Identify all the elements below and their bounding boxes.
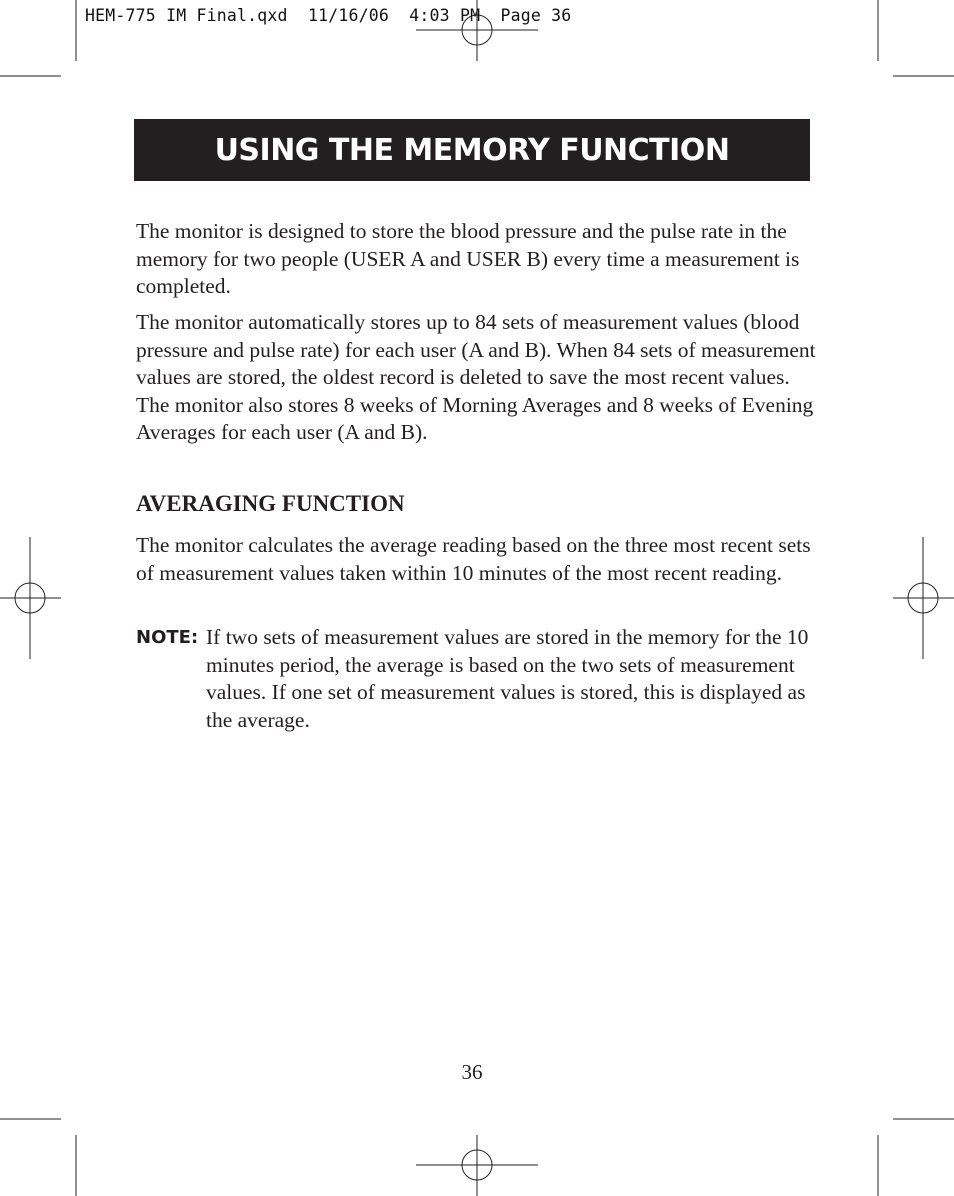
registration-mark-bottom xyxy=(416,1135,538,1196)
page-title: USING THE MEMORY FUNCTION xyxy=(214,132,730,168)
title-banner xyxy=(134,119,810,181)
registration-mark-left xyxy=(0,537,61,659)
storage-paragraph: The monitor automatically stores up to 84 sets of measurement values (blood pressure and pulse rate) for each user (A and B). When 84 sets of measurement values are stored, the oldest record is deleted to save the most recent values. The monitor also stores 8 weeks of Morning Averages and 8 weeks of Evening Averages for each user (A and B). xyxy=(136,310,816,444)
page-number: 36 xyxy=(461,1060,483,1084)
intro-paragraph: The monitor is designed to store the blood pressure and the pulse rate in the memory for two people (USER A and USER B) every time a measurement is completed. xyxy=(136,219,800,298)
print-slug-line: HEM-775 IM Final.qxd 11/16/06 4:03 PM Page 36 xyxy=(85,6,572,25)
registration-mark-right xyxy=(893,537,954,659)
averaging-paragraph: The monitor calculates the average reading based on the three most recent sets of measurement values taken within 10 minutes of the most recent reading. xyxy=(136,533,811,585)
note-label: NOTE: xyxy=(136,627,199,648)
section-heading: AVERAGING FUNCTION xyxy=(136,491,405,516)
note-text: If two sets of measurement values are stored in the memory for the 10 minutes period, the average is based on the two sets of measurement values. If one set of measurement values is stored, this is displayed as the average. xyxy=(206,625,809,732)
registration-mark-top xyxy=(416,0,538,61)
